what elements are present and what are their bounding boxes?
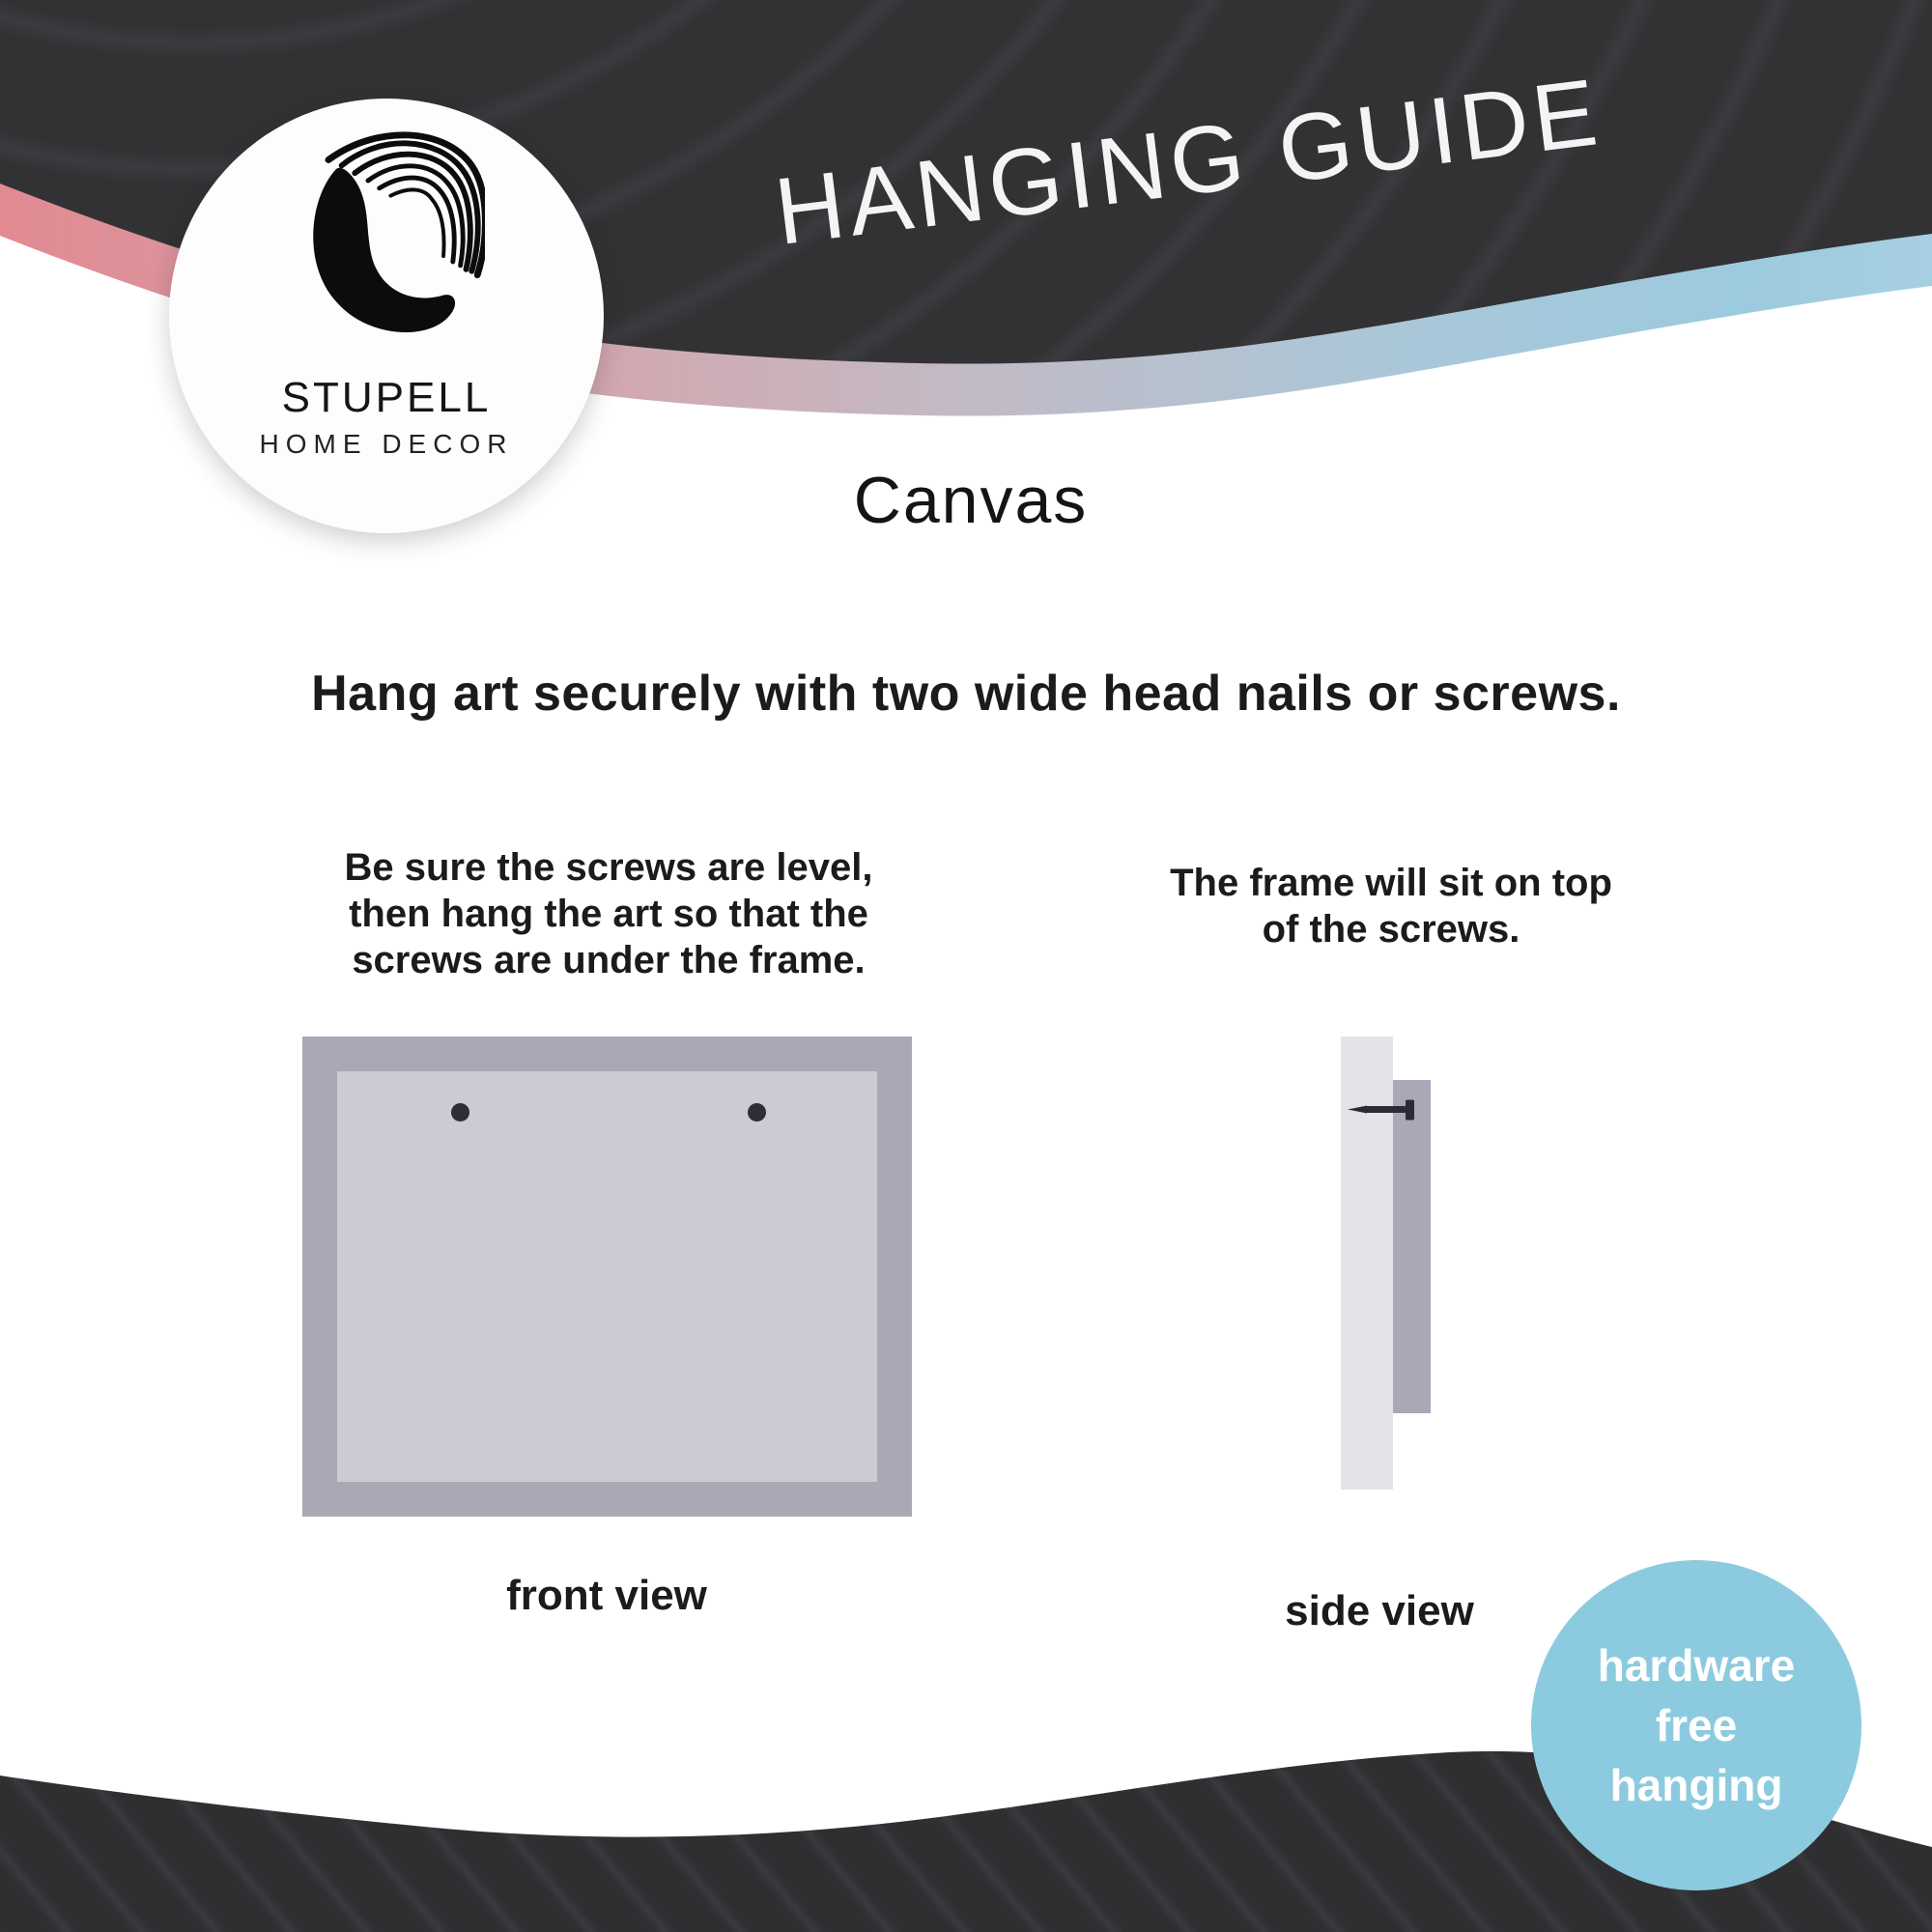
badge-line: hardware xyxy=(1597,1640,1796,1690)
brand-tagline: HOME DECOR xyxy=(259,429,514,459)
badge-line: free xyxy=(1655,1700,1738,1750)
screw-dot-icon xyxy=(451,1103,469,1122)
hardware-free-badge xyxy=(1531,1560,1861,1890)
side-view-note xyxy=(1101,860,1681,952)
front-view-note xyxy=(319,844,898,983)
side-note-line: of the screws. xyxy=(1262,908,1520,951)
front-note-line: Be sure the screws are level, xyxy=(344,846,873,889)
side-view-caption: side view xyxy=(1285,1587,1474,1634)
stupell-s-swirl-icon xyxy=(287,131,485,349)
brand-logo-circle xyxy=(169,99,604,533)
front-view-frame-diagram xyxy=(302,1037,912,1517)
brand-name: STUPELL xyxy=(281,374,492,421)
badge-line: hanging xyxy=(1609,1760,1783,1810)
nail-side-icon xyxy=(1346,1097,1415,1122)
side-note-line: The frame will sit on top xyxy=(1170,862,1612,904)
front-note-line: screws are under the frame. xyxy=(352,939,866,981)
front-view-caption: front view xyxy=(506,1572,707,1619)
page-title: HANGING GUIDE xyxy=(769,58,1607,265)
front-note-line: then hang the art so that the xyxy=(349,893,868,935)
screw-dot-icon xyxy=(748,1103,766,1122)
instruction-text: Hang art securely with two wide head nails or screws. xyxy=(311,666,1621,722)
product-type-heading: Canvas xyxy=(853,464,1089,537)
side-view-frame-bar xyxy=(1393,1080,1431,1413)
